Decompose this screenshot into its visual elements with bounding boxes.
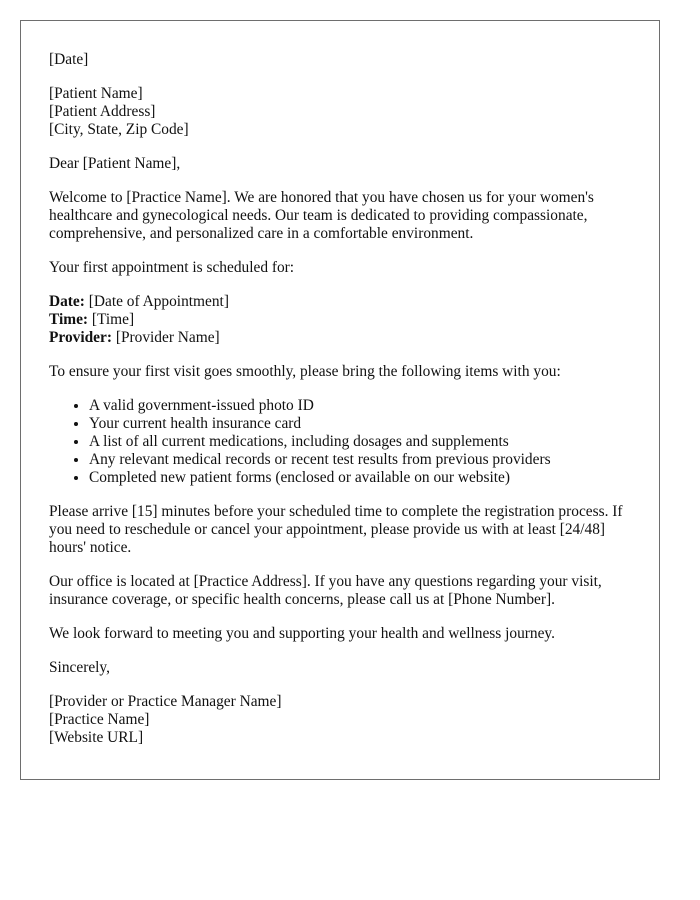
salutation: Dear [Patient Name], <box>49 155 181 172</box>
signature-block <box>49 693 631 747</box>
list-item: • A valid government-issued photo ID <box>89 397 631 415</box>
signature-name: [Provider or Practice Manager Name] <box>49 693 282 710</box>
list-item: • Completed new patient forms (enclosed or available on our website) <box>89 469 631 487</box>
signoff: Sincerely, <box>49 659 110 676</box>
appointment-date-value: [Date of Appointment] <box>84 293 229 310</box>
appointment-date-row <box>49 293 631 311</box>
list-item: • A list of all current medications, including dosages and supplements <box>89 433 631 451</box>
list-item: • Any relevant medical records or recent test results from previous providers <box>89 451 631 469</box>
letter-date: [Date] <box>49 51 89 68</box>
signature-website: [Website URL] <box>49 729 144 746</box>
patient-address: [Patient Address] <box>49 103 156 120</box>
appointment-time-label: Time: <box>49 311 89 328</box>
checklist <box>49 397 631 487</box>
appointment-date-label: Date: <box>49 293 85 310</box>
appointment-provider-label: Provider: <box>49 329 112 346</box>
appointment-lead: Your first appointment is scheduled for: <box>49 259 295 276</box>
appointment-time-value: [Time] <box>88 311 135 328</box>
closing-line: We look forward to meeting you and supporting your health and wellness journey. <box>49 625 555 642</box>
office-paragraph: Our office is located at [Practice Address]. If you have any questions regarding your visit, insurance coverage, or specific health concerns, please call us at [Phone Number]. <box>49 573 602 608</box>
list-item: • Your current health insurance card <box>89 415 631 433</box>
appointment-details <box>49 293 631 347</box>
letter-page <box>20 20 660 780</box>
signature-practice: [Practice Name] <box>49 711 150 728</box>
recipient-address-block <box>49 85 631 139</box>
patient-name: [Patient Name] <box>49 85 143 102</box>
appointment-provider-value: [Provider Name] <box>111 329 220 346</box>
appointment-time-row <box>49 311 631 329</box>
checklist-lead: To ensure your first visit goes smoothly, please bring the following items with you: <box>49 363 561 380</box>
arrival-paragraph: Please arrive [15] minutes before your scheduled time to complete the registration process. If you need to reschedule or cancel your appointment, please provide us with at least [24/48] hours' notice. <box>49 503 623 556</box>
city-state-zip: [City, State, Zip Code] <box>49 121 189 138</box>
appointment-provider-row <box>49 329 631 347</box>
intro-paragraph: Welcome to [Practice Name]. We are honored that you have chosen us for your women's healthcare and gynecological needs. Our team is dedicated to providing compassionate, comprehensive, and personalized care in a comfortable environment. <box>49 189 594 242</box>
